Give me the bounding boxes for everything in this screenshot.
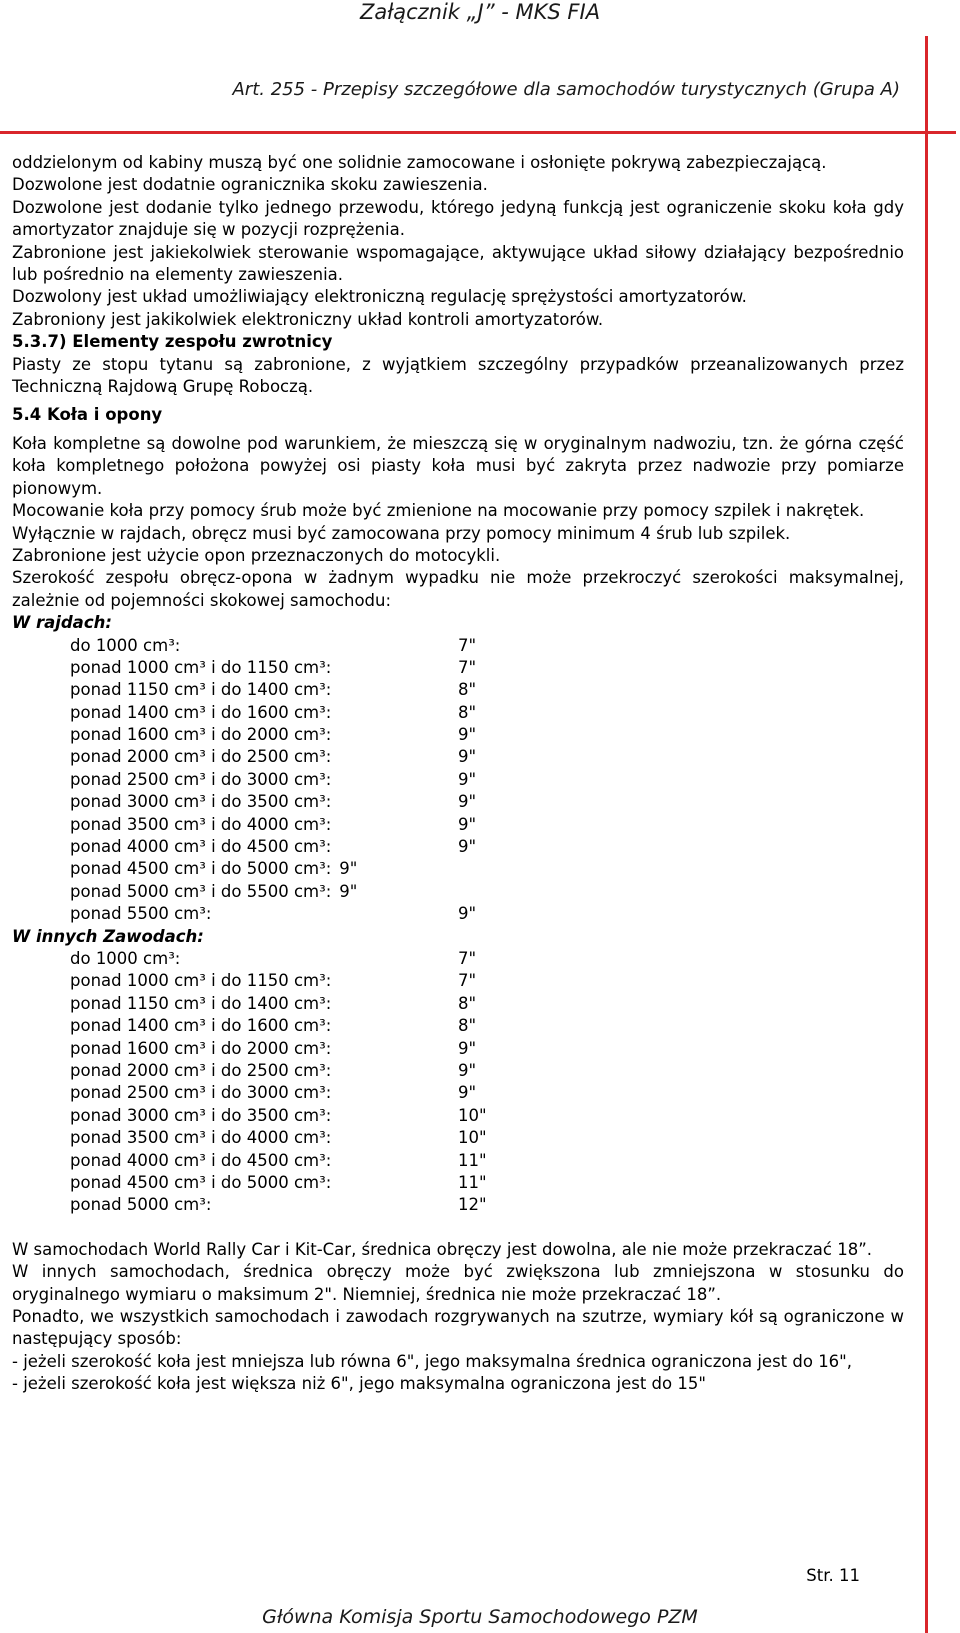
table-row <box>70 679 904 701</box>
paragraph: Koła kompletne są dowolne pod warunkiem, że mieszczą się w oryginalnym nadwoziu, tzn. że górna część koła kompletnego położona powyżej osi piasty koła musi być zakryta przez nadwozie przy pomiarze pionowym. <box>12 433 904 498</box>
max-width-value: 9" <box>458 1083 477 1103</box>
capacity-label: ponad 3500 cm³ i do 4000 cm³: <box>70 1128 332 1148</box>
document-header-title: Załącznik „J” - MKS FIA <box>359 0 601 24</box>
capacity-label: ponad 1400 cm³ i do 1600 cm³: <box>70 702 332 722</box>
capacity-label: ponad 3500 cm³ i do 4000 cm³: <box>70 814 332 834</box>
paragraph: Dozwolone jest dodanie tylko jednego przewodu, którego jedyną funkcją jest ograniczenie skoku koła gdy amortyzator znajduje się w pozycji rozprężenia. <box>12 197 904 240</box>
table-row <box>70 881 904 903</box>
max-width-value: 9" <box>458 769 477 789</box>
table-row <box>70 702 904 724</box>
list-item: - jeżeli szerokość koła jest mniejsza lub równa 6", jego maksymalna średnica ograniczona jest do 16", <box>12 1351 853 1371</box>
margin-rule <box>925 36 928 1633</box>
max-width-value: 10" <box>458 1105 487 1125</box>
paragraph: Dozwolone jest dodatnie ogranicznika skoku zawieszenia. <box>12 175 488 195</box>
table-row <box>70 1060 904 1082</box>
max-width-value: 7" <box>458 949 477 969</box>
page-number: Str. 11 <box>806 1566 860 1585</box>
capacity-label: ponad 1600 cm³ i do 2000 cm³: <box>70 1038 332 1058</box>
paragraph: oddzielonym od kabiny muszą być one solidnie zamocowane i osłonięte pokrywą zabezpieczającą. <box>12 153 827 172</box>
paragraph: Ponadto, we wszystkich samochodach i zawodach rozgrywanych na szutrze, wymiary kół są ograniczone w następujący sposób: <box>12 1306 904 1349</box>
max-width-value: 7" <box>458 971 477 991</box>
capacity-label: ponad 1400 cm³ i do 1600 cm³: <box>70 1016 332 1036</box>
capacity-label: ponad 1600 cm³ i do 2000 cm³: <box>70 725 332 745</box>
table-row <box>70 814 904 836</box>
max-width-value: 11" <box>458 1172 487 1192</box>
max-width-value: 9" <box>458 1060 477 1080</box>
capacity-label: do 1000 cm³: <box>70 949 181 969</box>
table-row <box>70 1150 904 1172</box>
max-width-value: 9" <box>458 725 477 745</box>
max-width-value: 8" <box>458 702 477 722</box>
capacity-label: ponad 4500 cm³ i do 5000 cm³: <box>70 1172 332 1192</box>
max-width-value: 7" <box>458 657 477 677</box>
document-header-subtitle: Art. 255 - Przepisy szczegółowe dla samochodów turystycznych (Grupa A) <box>232 79 900 100</box>
capacity-label: ponad 5000 cm³ i do 5500 cm³: <box>70 881 332 901</box>
max-width-value: 12" <box>458 1195 487 1215</box>
capacity-label: ponad 3000 cm³ i do 3500 cm³: <box>70 1105 332 1125</box>
table-row <box>70 1038 904 1060</box>
max-width-value: 9" <box>458 1038 477 1058</box>
table-row <box>70 769 904 791</box>
capacity-label: ponad 3000 cm³ i do 3500 cm³: <box>70 792 332 812</box>
document-body <box>12 152 904 1396</box>
paragraph: Zabronione jest użycie opon przeznaczonych do motocykli. <box>12 545 501 565</box>
paragraph: Mocowanie koła przy pomocy śrub może być zmienione na mocowanie przy pomocy szpilek i nakrętek. <box>12 501 865 521</box>
max-width-value: 9" <box>458 904 477 924</box>
other-events-width-table <box>70 948 904 1217</box>
table-row <box>70 836 904 858</box>
max-width-value: 8" <box>458 680 477 700</box>
table-row <box>70 993 904 1015</box>
capacity-label: ponad 2500 cm³ i do 3000 cm³: <box>70 1083 332 1103</box>
table-row <box>70 970 904 992</box>
capacity-label: ponad 4000 cm³ i do 4500 cm³: <box>70 1150 332 1170</box>
footer-organization: Główna Komisja Sportu Samochodowego PZM <box>262 1606 698 1628</box>
capacity-label: ponad 2000 cm³ i do 2500 cm³: <box>70 1060 332 1080</box>
table-row <box>70 1127 904 1149</box>
paragraph: Dozwolony jest układ umożliwiający elektroniczną regulację sprężystości amortyzatorów. <box>12 287 747 307</box>
capacity-label: ponad 5000 cm³: <box>70 1195 212 1215</box>
rally-width-table <box>70 635 904 926</box>
table-row <box>70 657 904 679</box>
table-row <box>70 1082 904 1104</box>
capacity-label: do 1000 cm³: <box>70 635 181 655</box>
max-width-value: 8" <box>458 1016 477 1036</box>
paragraph: Zabroniony jest jakikolwiek elektroniczny układ kontroli amortyzatorów. <box>12 309 604 329</box>
capacity-label: ponad 1000 cm³ i do 1150 cm³: <box>70 657 332 677</box>
section-heading-5-3-7: 5.3.7) Elementy zespołu zwrotnicy <box>12 332 333 352</box>
table-row <box>70 791 904 813</box>
table-row <box>70 746 904 768</box>
capacity-label: ponad 4500 cm³ i do 5000 cm³: <box>70 859 332 879</box>
other-events-heading: W innych Zawodach: <box>12 926 204 946</box>
table-row <box>70 635 904 657</box>
max-width-value: 8" <box>458 993 477 1013</box>
paragraph: W samochodach World Rally Car i Kit-Car, średnica obręczy jest dowolna, ale nie może przekraczać 18”. <box>12 1239 872 1259</box>
table-row <box>70 1105 904 1127</box>
capacity-label: ponad 1000 cm³ i do 1150 cm³: <box>70 971 332 991</box>
paragraph: Zabronione jest jakiekolwiek sterowanie wspomagające, aktywujące układ siłowy działający bezpośrednio lub pośrednio na elementy zawieszenia. <box>12 242 904 285</box>
capacity-label: ponad 4000 cm³ i do 4500 cm³: <box>70 837 332 857</box>
max-width-value: 9" <box>458 814 477 834</box>
list-item: - jeżeli szerokość koła jest większa niż 6", jego maksymalna ograniczona jest do 15" <box>12 1374 706 1394</box>
table-row <box>70 724 904 746</box>
paragraph: Piasty ze stopu tytanu są zabronione, z wyjątkiem szczególny przypadków przeanalizowanych przez Techniczną Rajdową Grupę Roboczą. <box>12 354 904 397</box>
table-row <box>70 1015 904 1037</box>
spacer <box>12 1217 904 1239</box>
max-width-value: 9" <box>458 792 477 812</box>
capacity-label: ponad 2000 cm³ i do 2500 cm³: <box>70 747 332 767</box>
table-row <box>70 948 904 970</box>
max-width-value: 11" <box>458 1150 487 1170</box>
max-width-value: 9" <box>339 881 358 901</box>
max-width-value: 7" <box>458 635 477 655</box>
capacity-label: ponad 5500 cm³: <box>70 904 212 924</box>
max-width-value: 9" <box>339 859 358 879</box>
table-row <box>70 1194 904 1216</box>
paragraph: Szerokość zespołu obręcz-opona w żadnym wypadku nie może przekroczyć szerokości maksymalnej, zależnie od pojemności skokowej samochodu: <box>12 568 904 610</box>
section-heading-5-4: 5.4 Koła i opony <box>12 405 163 425</box>
table-row <box>70 858 904 880</box>
header-rule <box>0 131 956 134</box>
paragraph: Wyłącznie w rajdach, obręcz musi być zamocowana przy pomocy minimum 4 śrub lub szpilek. <box>12 523 791 543</box>
capacity-label: ponad 2500 cm³ i do 3000 cm³: <box>70 769 332 789</box>
table-row <box>70 903 904 925</box>
max-width-value: 10" <box>458 1128 487 1148</box>
paragraph: W innych samochodach, średnica obręczy może być zwiększona lub zmniejszona w stosunku do oryginalnego wymiaru o maksimum 2". Niemniej, średnica nie może przekraczać 18”. <box>12 1262 904 1304</box>
capacity-label: ponad 1150 cm³ i do 1400 cm³: <box>70 993 332 1013</box>
max-width-value: 9" <box>458 747 477 767</box>
max-width-value: 9" <box>458 837 477 857</box>
rally-heading: W rajdach: <box>12 613 112 633</box>
table-row <box>70 1172 904 1194</box>
capacity-label: ponad 1150 cm³ i do 1400 cm³: <box>70 680 332 700</box>
